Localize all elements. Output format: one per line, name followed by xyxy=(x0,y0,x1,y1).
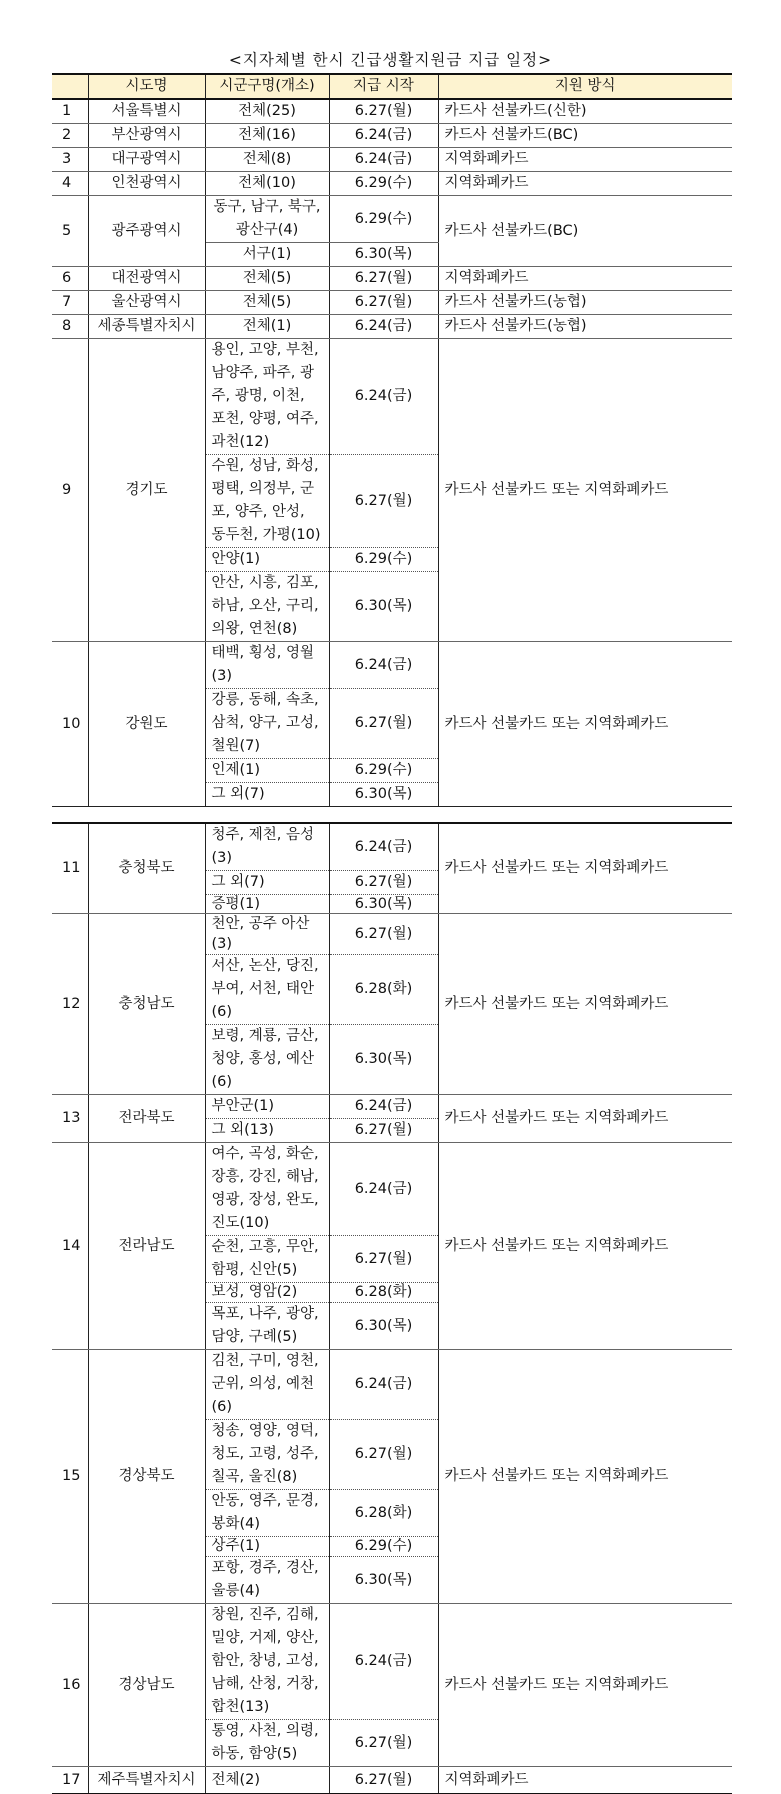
support-method: 카드사 선불카드 또는 지역화폐카드 xyxy=(438,1604,732,1767)
start-date: 6.27(월) xyxy=(329,1119,438,1143)
start-date: 6.29(수) xyxy=(329,548,438,572)
start-date: 6.30(목) xyxy=(329,1303,438,1350)
sido-name: 울산광역시 xyxy=(88,291,205,315)
support-method: 카드사 선불카드(농협) xyxy=(438,315,732,339)
area-cell: 전체(8) xyxy=(205,148,329,172)
area-cell: 청주, 제천, 음성(3) xyxy=(205,823,329,871)
area-cell: 천안, 공주 아산(3) xyxy=(205,914,329,955)
start-date: 6.27(월) xyxy=(329,914,438,955)
sido-name: 전라북도 xyxy=(88,1095,205,1143)
start-date: 6.27(월) xyxy=(329,689,438,759)
start-date: 6.24(금) xyxy=(329,148,438,172)
table-row xyxy=(52,99,732,124)
row-number: 6 xyxy=(52,267,88,291)
area-cell: 서구(1) xyxy=(205,243,329,267)
start-date: 6.30(목) xyxy=(329,572,438,642)
area-cell: 부안군(1) xyxy=(205,1095,329,1119)
header-sido: 시도명 xyxy=(88,74,205,99)
row-number: 1 xyxy=(52,99,88,124)
support-method: 지역화폐카드 xyxy=(438,1767,732,1794)
start-date: 6.24(금) xyxy=(329,1604,438,1720)
area-cell: 그 외(7) xyxy=(205,783,329,807)
row-number: 17 xyxy=(52,1767,88,1794)
sido-name: 광주광역시 xyxy=(88,196,205,267)
area-cell: 안동, 영주, 문경, 봉화(4) xyxy=(205,1490,329,1537)
row-number: 16 xyxy=(52,1604,88,1767)
table-row xyxy=(52,1350,732,1420)
start-date: 6.24(금) xyxy=(329,315,438,339)
start-date: 6.30(목) xyxy=(329,1557,438,1604)
support-method: 카드사 선불카드 또는 지역화폐카드 xyxy=(438,823,732,914)
area-cell: 여수, 곡성, 화순, 장흥, 강진, 해남, 영광, 장성, 완도, 진도(10) xyxy=(205,1143,329,1236)
start-date: 6.24(금) xyxy=(329,823,438,871)
support-method: 카드사 선불카드 또는 지역화폐카드 xyxy=(438,1095,732,1143)
support-method: 지역화폐카드 xyxy=(438,172,732,196)
sido-name: 제주특별자치시 xyxy=(88,1767,205,1794)
start-date: 6.28(화) xyxy=(329,1283,438,1303)
table-row xyxy=(52,1604,732,1720)
support-method: 지역화폐카드 xyxy=(438,148,732,172)
start-date: 6.28(화) xyxy=(329,1490,438,1537)
start-date: 6.30(목) xyxy=(329,243,438,267)
table-row xyxy=(52,1143,732,1236)
area-cell: 통영, 사천, 의령, 하동, 함양(5) xyxy=(205,1720,329,1767)
table-row xyxy=(52,124,732,148)
header-area: 시군구명(개소) xyxy=(205,74,329,99)
sido-name: 경기도 xyxy=(88,339,205,642)
area-cell: 전체(25) xyxy=(205,99,329,124)
sido-name: 대구광역시 xyxy=(88,148,205,172)
support-method: 카드사 선불카드 또는 지역화폐카드 xyxy=(438,642,732,807)
row-number: 12 xyxy=(52,914,88,1095)
support-method: 카드사 선불카드(신한) xyxy=(438,99,732,124)
sido-name: 전라남도 xyxy=(88,1143,205,1350)
sido-name: 경상북도 xyxy=(88,1350,205,1604)
row-number: 8 xyxy=(52,315,88,339)
header-method: 지원 방식 xyxy=(438,74,732,99)
start-date: 6.27(월) xyxy=(329,1236,438,1283)
support-method: 카드사 선불카드 또는 지역화폐카드 xyxy=(438,914,732,1095)
area-cell: 수원, 성남, 화성, 평택, 의정부, 군포, 양주, 안성, 동두천, 가평(10) xyxy=(205,455,329,548)
table-row xyxy=(52,914,732,955)
start-date: 6.29(수) xyxy=(329,759,438,783)
start-date: 6.27(월) xyxy=(329,1420,438,1490)
header-row xyxy=(52,74,732,99)
start-date: 6.29(수) xyxy=(329,172,438,196)
start-date: 6.27(월) xyxy=(329,99,438,124)
area-cell: 전체(2) xyxy=(205,1767,329,1794)
row-number: 3 xyxy=(52,148,88,172)
table-row xyxy=(52,1767,732,1794)
area-cell: 김천, 구미, 영천, 군위, 의성, 예천(6) xyxy=(205,1350,329,1420)
area-cell: 전체(5) xyxy=(205,291,329,315)
sido-name: 세종특별자치시 xyxy=(88,315,205,339)
sido-name: 충청북도 xyxy=(88,823,205,914)
table-row xyxy=(52,315,732,339)
sido-name: 인천광역시 xyxy=(88,172,205,196)
start-date: 6.27(월) xyxy=(329,871,438,895)
start-date: 6.30(목) xyxy=(329,895,438,914)
schedule-table-part2 xyxy=(52,822,732,1794)
sido-name: 강원도 xyxy=(88,642,205,807)
area-cell: 전체(16) xyxy=(205,124,329,148)
table-title: <지자체별 한시 긴급생활지원금 지급 일정> xyxy=(228,51,553,69)
area-cell: 보성, 영암(2) xyxy=(205,1283,329,1303)
sido-name: 부산광역시 xyxy=(88,124,205,148)
area-cell: 전체(5) xyxy=(205,267,329,291)
area-cell: 상주(1) xyxy=(205,1537,329,1557)
area-cell: 전체(1) xyxy=(205,315,329,339)
sido-name: 경상남도 xyxy=(88,1604,205,1767)
area-cell: 목포, 나주, 광양, 담양, 구례(5) xyxy=(205,1303,329,1350)
row-number: 4 xyxy=(52,172,88,196)
support-method: 카드사 선불카드(BC) xyxy=(438,196,732,267)
area-cell: 증평(1) xyxy=(205,895,329,914)
area-cell: 순천, 고흥, 무안, 함평, 신안(5) xyxy=(205,1236,329,1283)
area-cell: 태백, 횡성, 영월(3) xyxy=(205,642,329,689)
start-date: 6.24(금) xyxy=(329,1350,438,1420)
row-number: 11 xyxy=(52,823,88,914)
table-row xyxy=(52,642,732,689)
start-date: 6.24(금) xyxy=(329,124,438,148)
sido-name: 서울특별시 xyxy=(88,99,205,124)
schedule-table-part1 xyxy=(52,73,732,807)
table-row xyxy=(52,267,732,291)
table-row xyxy=(52,148,732,172)
area-cell: 창원, 진주, 김해, 밀양, 거제, 양산, 함안, 창녕, 고성, 남해, 산청, 거창, 합천(13) xyxy=(205,1604,329,1720)
area-cell: 인제(1) xyxy=(205,759,329,783)
support-method: 카드사 선불카드 또는 지역화폐카드 xyxy=(438,339,732,642)
area-cell: 포항, 경주, 경산, 울릉(4) xyxy=(205,1557,329,1604)
header-date: 지급 시작 xyxy=(329,74,438,99)
area-cell: 그 외(7) xyxy=(205,871,329,895)
sido-name: 대전광역시 xyxy=(88,267,205,291)
start-date: 6.28(화) xyxy=(329,955,438,1025)
start-date: 6.27(월) xyxy=(329,267,438,291)
header-no xyxy=(52,74,88,99)
row-number: 10 xyxy=(52,642,88,807)
area-cell: 용인, 고양, 부천, 남양주, 파주, 광주, 광명, 이천, 포천, 양평, 여주, 과천(12) xyxy=(205,339,329,455)
table-break xyxy=(52,806,732,823)
start-date: 6.27(월) xyxy=(329,291,438,315)
start-date: 6.24(금) xyxy=(329,1095,438,1119)
area-cell: 그 외(13) xyxy=(205,1119,329,1143)
row-number: 7 xyxy=(52,291,88,315)
start-date: 6.24(금) xyxy=(329,642,438,689)
start-date: 6.30(목) xyxy=(329,1025,438,1095)
row-number: 9 xyxy=(52,339,88,642)
support-method: 카드사 선불카드(농협) xyxy=(438,291,732,315)
table-row xyxy=(52,339,732,455)
table-row xyxy=(52,196,732,243)
start-date: 6.29(수) xyxy=(329,1537,438,1557)
area-cell: 안양(1) xyxy=(205,548,329,572)
start-date: 6.24(금) xyxy=(329,1143,438,1236)
area-cell: 청송, 영양, 영덕, 청도, 고령, 성주, 칠곡, 울진(8) xyxy=(205,1420,329,1490)
table-row xyxy=(52,1095,732,1119)
table-row xyxy=(52,823,732,871)
row-number: 14 xyxy=(52,1143,88,1350)
support-method: 카드사 선불카드 또는 지역화폐카드 xyxy=(438,1350,732,1604)
start-date: 6.30(목) xyxy=(329,783,438,807)
start-date: 6.27(월) xyxy=(329,1767,438,1794)
area-cell: 안산, 시흥, 김포, 하남, 오산, 구리, 의왕, 연천(8) xyxy=(205,572,329,642)
start-date: 6.27(월) xyxy=(329,1720,438,1767)
start-date: 6.29(수) xyxy=(329,196,438,243)
row-number: 2 xyxy=(52,124,88,148)
support-method: 지역화폐카드 xyxy=(438,267,732,291)
table-row xyxy=(52,291,732,315)
start-date: 6.27(월) xyxy=(329,455,438,548)
area-cell: 서산, 논산, 당진, 부여, 서천, 태안(6) xyxy=(205,955,329,1025)
row-number: 15 xyxy=(52,1350,88,1604)
area-cell: 강릉, 동해, 속초, 삼척, 양구, 고성, 철원(7) xyxy=(205,689,329,759)
table-row xyxy=(52,172,732,196)
area-cell: 보령, 계룡, 금산, 청양, 홍성, 예산(6) xyxy=(205,1025,329,1095)
row-number: 5 xyxy=(52,196,88,267)
support-method: 카드사 선불카드(BC) xyxy=(438,124,732,148)
area-cell: 동구, 남구, 북구, 광산구(4) xyxy=(205,196,329,243)
row-number: 13 xyxy=(52,1095,88,1143)
support-method: 카드사 선불카드 또는 지역화폐카드 xyxy=(438,1143,732,1350)
sido-name: 충청남도 xyxy=(88,914,205,1095)
area-cell: 전체(10) xyxy=(205,172,329,196)
start-date: 6.24(금) xyxy=(329,339,438,455)
